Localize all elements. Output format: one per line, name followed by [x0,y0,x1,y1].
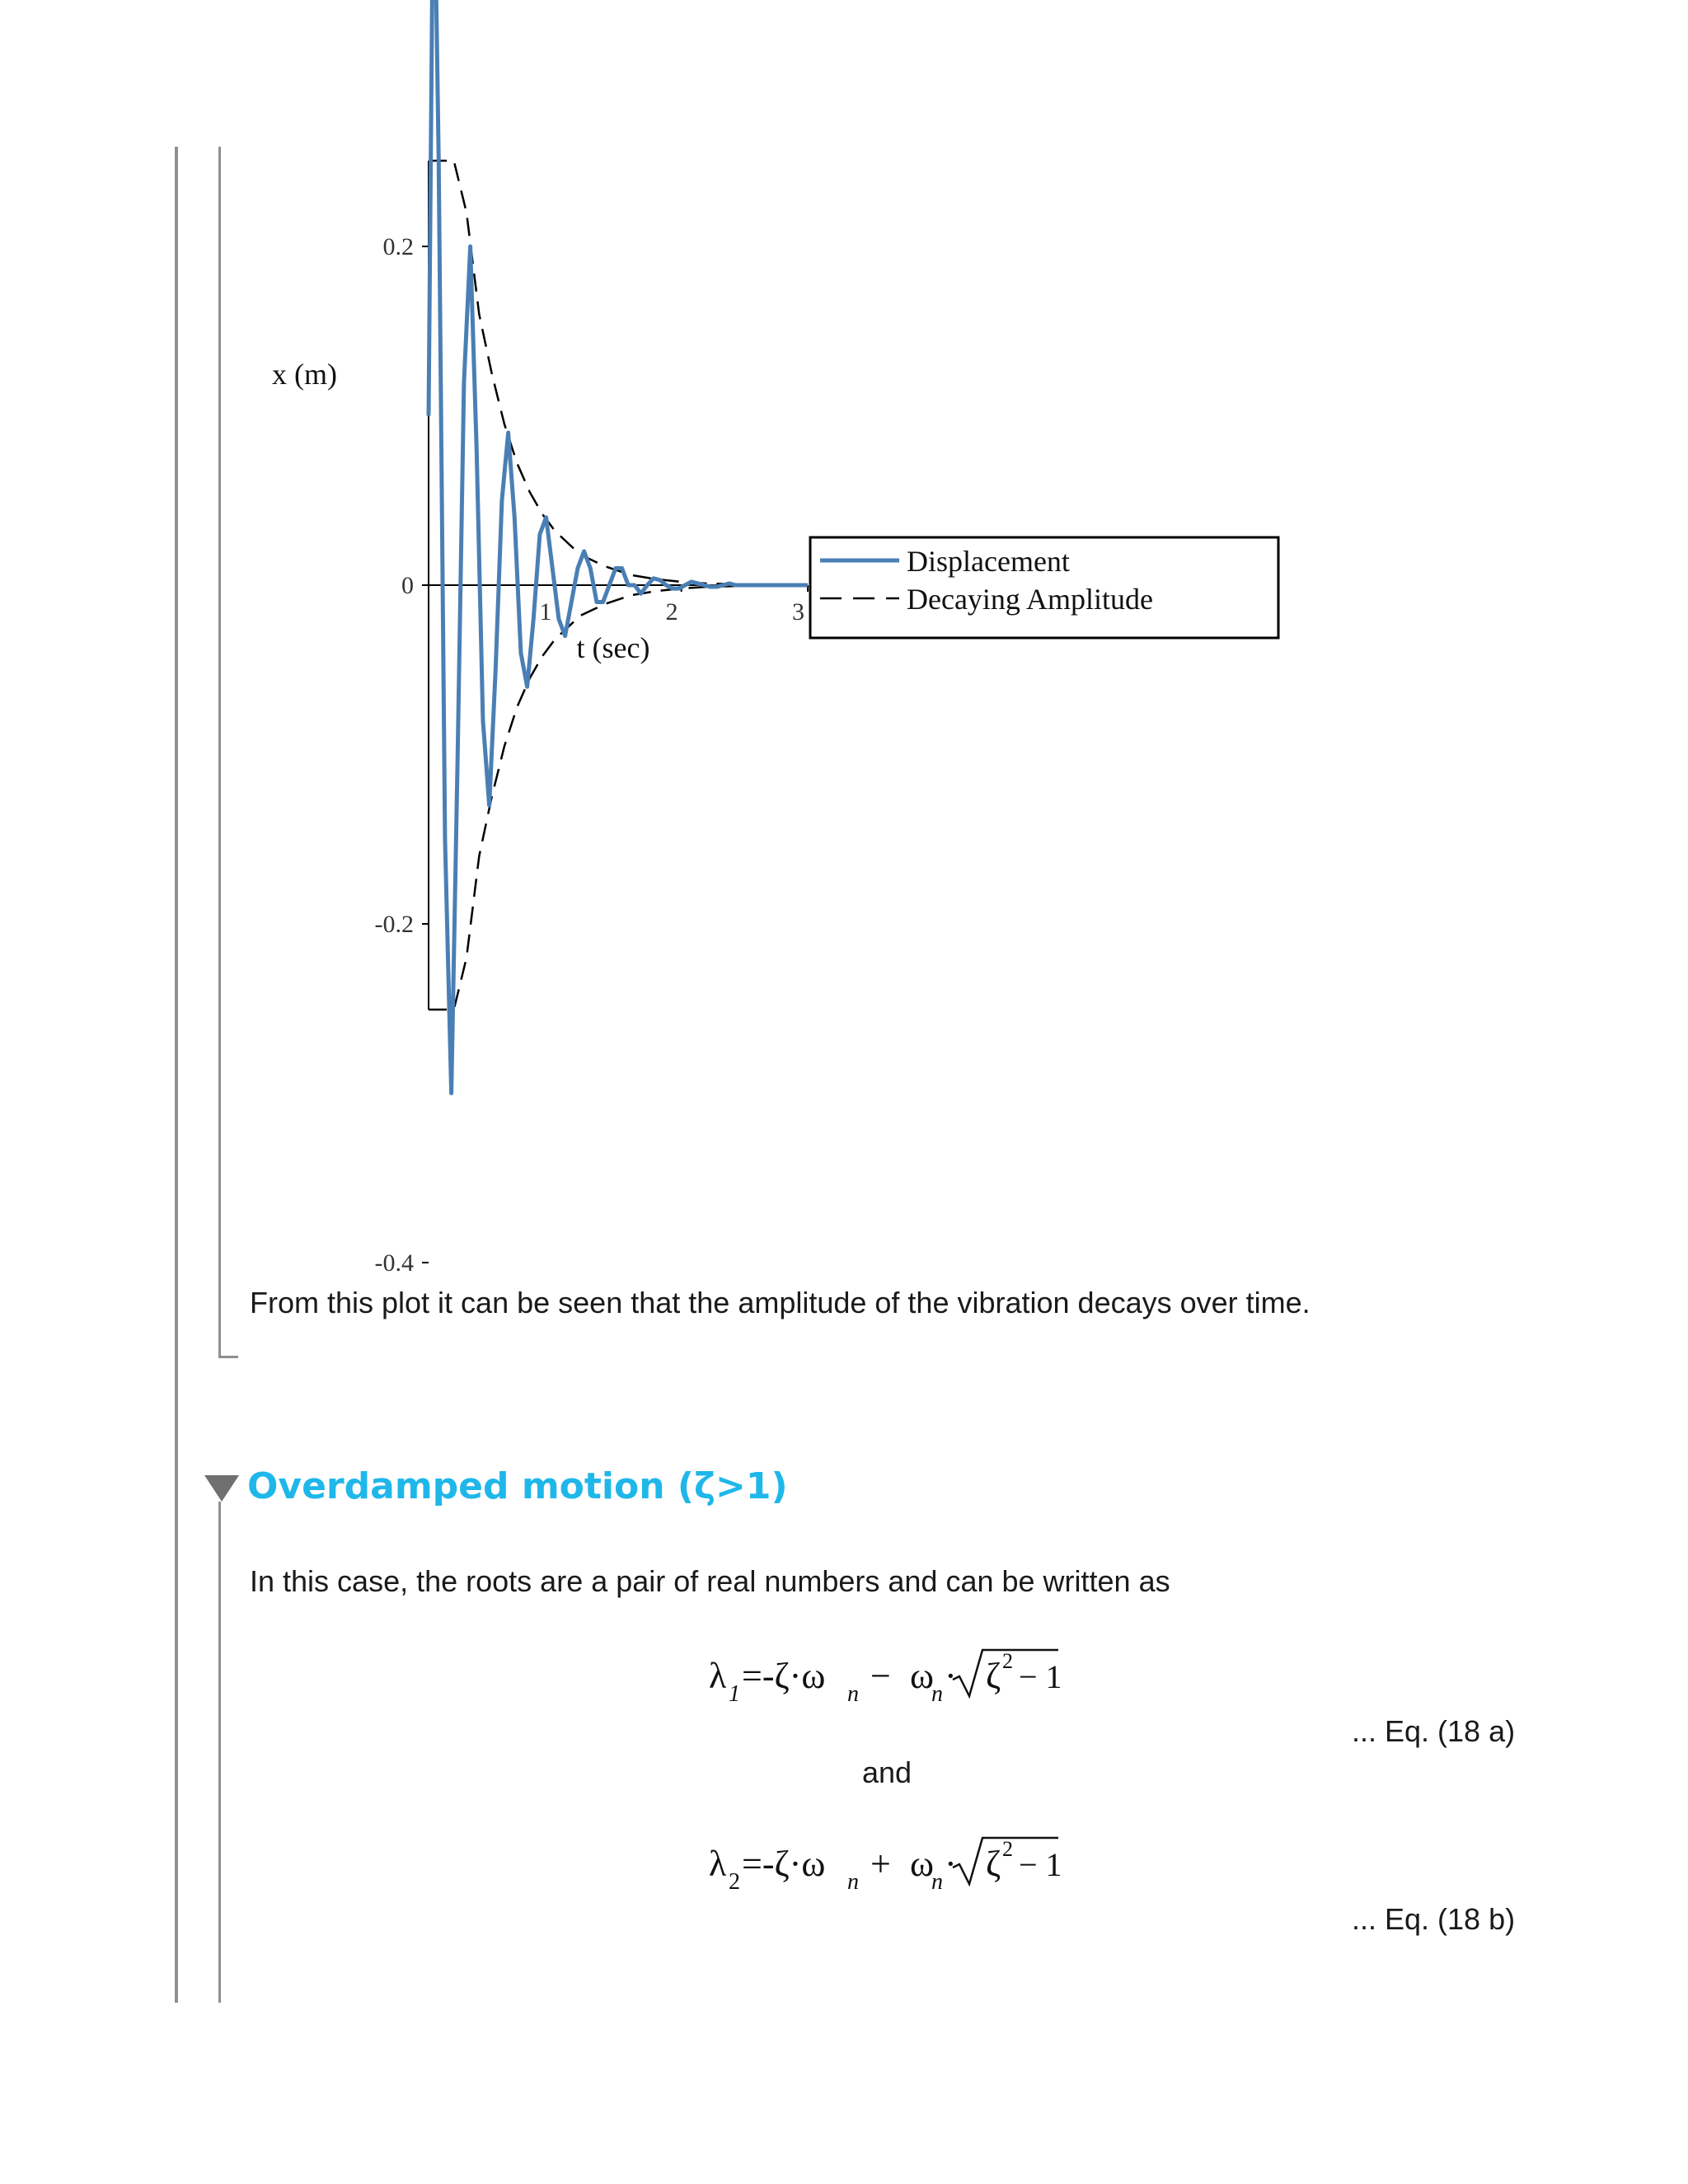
plot-series [429,0,808,1094]
omega-subscript: n [847,1869,859,1895]
legend-label-decaying-amplitude: Decaying Amplitude [907,583,1153,616]
lambda-subscript: 1 [729,1681,740,1707]
y-tick-label: -0.2 [374,911,414,938]
y-tick-label: -0.4 [374,1249,414,1277]
radicand-rest: − 1 [1019,1658,1062,1695]
observation-text: From this plot it can be seen that the amplitude of the vibration decays over time. [250,1286,1311,1319]
decaying-amplitude-upper-line [429,161,808,585]
radicand-exponent: 2 [1002,1837,1013,1861]
omega-symbol: ω [910,1656,934,1696]
equation-lambda1 [709,1640,1071,1731]
dot-operator: · [945,1844,957,1884]
displacement-plot [247,148,1302,1277]
lambda-symbol: λ [709,1656,727,1696]
omega-symbol: ω [910,1844,934,1884]
section-title: Overdamped motion (ζ>1) [247,1465,788,1507]
omega-subscript: n [931,1869,943,1895]
and-text: and [862,1755,912,1789]
outer-section-border [175,147,178,2003]
omega-subscript: n [847,1681,859,1707]
y-tick-label: 0.2 [382,233,414,260]
section-collapse-icon[interactable] [204,1475,239,1502]
x-tick-label: 3 [792,598,804,626]
plot-labels [272,0,804,1277]
equation-operator: + [870,1844,891,1884]
radicand-zeta: ζ [986,1844,1001,1884]
dot-operator: · [945,1656,957,1696]
radicand-rest: − 1 [1019,1846,1062,1883]
lambda-subscript: 2 [729,1869,740,1895]
plot-legend [810,537,1278,638]
radicand-exponent: 2 [1002,1649,1013,1673]
equation-prefix: =-ζ·ω [742,1656,826,1696]
omega-subscript: n [931,1681,943,1707]
equation-operator: − [870,1656,891,1696]
equation-label-18b: ... Eq. (18 b) [1352,1902,1516,1936]
inner-section-border-top [218,147,221,1358]
inner-section-border-foot [218,1356,238,1358]
displacement-line [429,0,808,1094]
lambda-symbol: λ [709,1844,727,1884]
intro-text: In this case, the roots are a pair of real numbers and can be written as [250,1564,1170,1598]
inner-section-border-bottom [218,1502,221,2003]
equation-prefix: =-ζ·ω [742,1844,826,1884]
x-tick-label: 2 [665,598,678,626]
equation-label-18a: ... Eq. (18 a) [1352,1714,1516,1748]
x-tick-label: 1 [539,598,552,626]
legend-label-displacement: Displacement [907,545,1070,578]
radicand-zeta: ζ [986,1656,1001,1696]
y-tick-label: 0 [401,572,414,599]
equation-lambda2 [709,1828,1071,1919]
y-axis-label: x (m) [272,358,337,391]
x-axis-label: t (sec) [576,631,650,664]
